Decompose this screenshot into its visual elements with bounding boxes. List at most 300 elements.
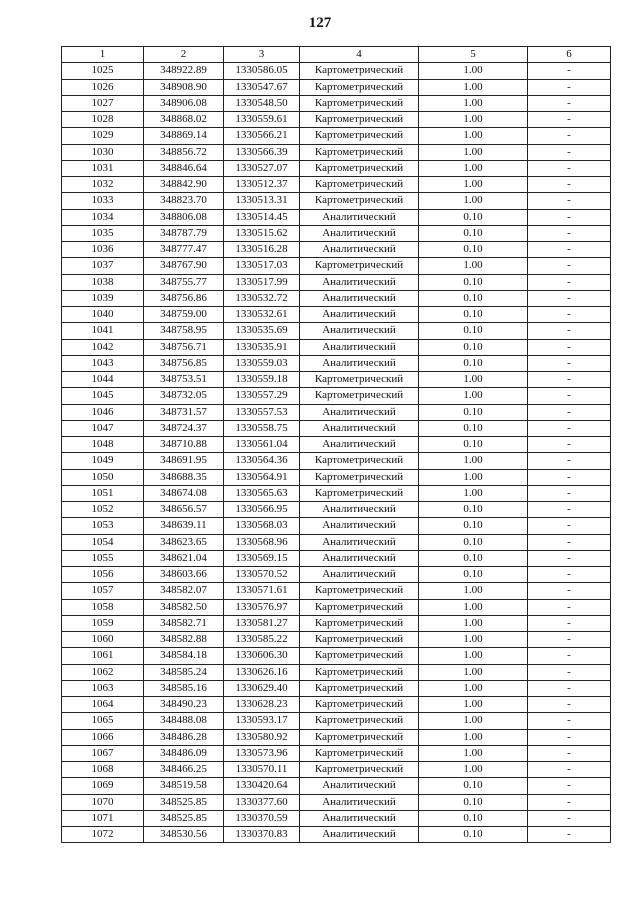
table-cell: Картометрический (300, 469, 419, 485)
table-cell: 1330564.36 (224, 453, 300, 469)
table-cell: 0.10 (419, 274, 528, 290)
table-cell: 0.10 (419, 567, 528, 583)
table-cell: - (528, 632, 611, 648)
table-row (62, 128, 611, 144)
table-row (62, 453, 611, 469)
table-cell: 0.10 (419, 518, 528, 534)
table-row (62, 193, 611, 209)
table-cell: 0.10 (419, 420, 528, 436)
table-cell: 1050 (62, 469, 144, 485)
table-cell: - (528, 615, 611, 631)
table-row (62, 355, 611, 371)
table-row (62, 112, 611, 128)
table-cell: 1.00 (419, 745, 528, 761)
table-cell: 1045 (62, 388, 144, 404)
table-cell: 348466.25 (144, 762, 224, 778)
table-cell: Картометрический (300, 713, 419, 729)
table-cell: Аналитический (300, 404, 419, 420)
table-cell: 1057 (62, 583, 144, 599)
table-cell: - (528, 225, 611, 241)
table-cell: Картометрический (300, 79, 419, 95)
table-cell: 1038 (62, 274, 144, 290)
column-header: 2 (144, 47, 224, 63)
table-cell: - (528, 63, 611, 79)
table-cell: Картометрический (300, 729, 419, 745)
table-cell: 348582.71 (144, 615, 224, 631)
table-cell: 1.00 (419, 193, 528, 209)
table-row (62, 648, 611, 664)
table-cell: Аналитический (300, 339, 419, 355)
table-cell: Аналитический (300, 274, 419, 290)
table-cell: 1037 (62, 258, 144, 274)
table-cell: 1330514.45 (224, 209, 300, 225)
table-cell: - (528, 502, 611, 518)
table-cell: 1330535.91 (224, 339, 300, 355)
table-cell: 1.00 (419, 372, 528, 388)
table-cell: 1.00 (419, 713, 528, 729)
table-cell: 348724.37 (144, 420, 224, 436)
table-cell: 348756.85 (144, 355, 224, 371)
table-row (62, 160, 611, 176)
table-cell: 1.00 (419, 729, 528, 745)
table-cell: 1055 (62, 550, 144, 566)
table-row (62, 502, 611, 518)
table-cell: 1051 (62, 485, 144, 501)
table-cell: 1069 (62, 778, 144, 794)
table-cell: Картометрический (300, 648, 419, 664)
table-cell: 1040 (62, 307, 144, 323)
table-cell: 1330626.16 (224, 664, 300, 680)
table-row (62, 827, 611, 843)
table-cell: 1072 (62, 827, 144, 843)
table-cell: 1330532.61 (224, 307, 300, 323)
table-cell: 1330558.75 (224, 420, 300, 436)
table-cell: Картометрический (300, 762, 419, 778)
table-cell: 1330377.60 (224, 794, 300, 810)
table-cell: 348585.16 (144, 680, 224, 696)
column-header: 1 (62, 47, 144, 63)
table-cell: Картометрический (300, 177, 419, 193)
table-cell: Картометрический (300, 664, 419, 680)
table-cell: 348525.85 (144, 794, 224, 810)
table-cell: - (528, 453, 611, 469)
table-row (62, 339, 611, 355)
table-cell: 1049 (62, 453, 144, 469)
table-row (62, 437, 611, 453)
table-cell: 1330532.72 (224, 290, 300, 306)
table-cell: Картометрический (300, 632, 419, 648)
table-cell: Картометрический (300, 615, 419, 631)
table-cell: 1.00 (419, 177, 528, 193)
table-cell: 0.10 (419, 550, 528, 566)
table-cell: 1.00 (419, 615, 528, 631)
table-row (62, 388, 611, 404)
table-cell: Картометрический (300, 160, 419, 176)
table-cell: Аналитический (300, 355, 419, 371)
table-cell: 1.00 (419, 697, 528, 713)
table-cell: 348623.65 (144, 534, 224, 550)
table-row (62, 745, 611, 761)
table-cell: Картометрический (300, 453, 419, 469)
table-row (62, 79, 611, 95)
table-row (62, 697, 611, 713)
table-row (62, 404, 611, 420)
table-cell: Картометрический (300, 583, 419, 599)
table-cell: 1330586.05 (224, 63, 300, 79)
table-cell: 348603.66 (144, 567, 224, 583)
table-cell: 1056 (62, 567, 144, 583)
table-cell: 1330568.96 (224, 534, 300, 550)
table-cell: 348908.90 (144, 79, 224, 95)
table-row (62, 778, 611, 794)
table-cell: 0.10 (419, 242, 528, 258)
table-cell: 348868.02 (144, 112, 224, 128)
page-number: 127 (308, 15, 332, 31)
table-cell: - (528, 745, 611, 761)
table-cell: - (528, 762, 611, 778)
table-cell: 1330512.37 (224, 177, 300, 193)
table-cell: 1047 (62, 420, 144, 436)
table-cell: - (528, 290, 611, 306)
table-cell: Аналитический (300, 778, 419, 794)
table-cell: 348525.85 (144, 810, 224, 826)
table-cell: 1.00 (419, 79, 528, 95)
table-cell: Картометрический (300, 258, 419, 274)
table-cell: 1330370.59 (224, 810, 300, 826)
table-cell: - (528, 404, 611, 420)
table-cell: - (528, 144, 611, 160)
table-cell: 348869.14 (144, 128, 224, 144)
table-cell: - (528, 355, 611, 371)
table-cell: - (528, 583, 611, 599)
table-row (62, 209, 611, 225)
table-row (62, 372, 611, 388)
table-cell: Аналитический (300, 534, 419, 550)
table-cell: 1330568.03 (224, 518, 300, 534)
table-cell: 1330566.21 (224, 128, 300, 144)
table-cell: 1039 (62, 290, 144, 306)
table-cell: Аналитический (300, 794, 419, 810)
table-cell: Аналитический (300, 518, 419, 534)
table-cell: 0.10 (419, 355, 528, 371)
table-cell: 1330566.39 (224, 144, 300, 160)
table-cell: - (528, 778, 611, 794)
table-cell: 1.00 (419, 680, 528, 696)
table-cell: 1042 (62, 339, 144, 355)
table-cell: 1029 (62, 128, 144, 144)
table-cell: - (528, 274, 611, 290)
table-row (62, 729, 611, 745)
table-cell: Картометрический (300, 697, 419, 713)
table-cell: Аналитический (300, 502, 419, 518)
column-header: 4 (300, 47, 419, 63)
table-cell: - (528, 697, 611, 713)
table-cell: 348674.08 (144, 485, 224, 501)
table-cell: 1330570.52 (224, 567, 300, 583)
table-cell: Аналитический (300, 437, 419, 453)
table-cell: Аналитический (300, 550, 419, 566)
table-cell: 348767.90 (144, 258, 224, 274)
table-cell: 1048 (62, 437, 144, 453)
table-cell: - (528, 599, 611, 615)
table-cell: 0.10 (419, 778, 528, 794)
table-cell: 1066 (62, 729, 144, 745)
table-cell: Картометрический (300, 63, 419, 79)
table-cell: - (528, 242, 611, 258)
table-cell: - (528, 112, 611, 128)
table-cell: 1330527.07 (224, 160, 300, 176)
table-cell: 1025 (62, 63, 144, 79)
table-cell: 1330370.83 (224, 827, 300, 843)
table-cell: Аналитический (300, 307, 419, 323)
table-row (62, 664, 611, 680)
table-cell: 1330515.62 (224, 225, 300, 241)
table-cell: Картометрический (300, 599, 419, 615)
table-body (62, 63, 611, 843)
table-cell: 348486.28 (144, 729, 224, 745)
table-cell: Аналитический (300, 810, 419, 826)
table-cell: - (528, 664, 611, 680)
table-cell: 0.10 (419, 290, 528, 306)
table-cell: 1028 (62, 112, 144, 128)
table-cell: 1.00 (419, 128, 528, 144)
table-cell: 1052 (62, 502, 144, 518)
table-cell: Аналитический (300, 225, 419, 241)
table-cell: Аналитический (300, 242, 419, 258)
table-cell: - (528, 437, 611, 453)
coordinates-table (61, 46, 611, 843)
table-cell: 348530.56 (144, 827, 224, 843)
table-cell: 1330628.23 (224, 697, 300, 713)
table-row (62, 567, 611, 583)
table-cell: - (528, 567, 611, 583)
table-cell: 348756.71 (144, 339, 224, 355)
table-row (62, 615, 611, 631)
table-cell: 1031 (62, 160, 144, 176)
table-cell: - (528, 323, 611, 339)
table-cell: - (528, 469, 611, 485)
table-cell: 1330566.95 (224, 502, 300, 518)
table-cell: - (528, 648, 611, 664)
table-cell: - (528, 258, 611, 274)
table-cell: 1.00 (419, 95, 528, 111)
table-cell: 348582.50 (144, 599, 224, 615)
table-cell: Аналитический (300, 420, 419, 436)
table-cell: - (528, 729, 611, 745)
table-cell: 1330559.18 (224, 372, 300, 388)
table-row (62, 680, 611, 696)
table-cell: 348787.79 (144, 225, 224, 241)
table-cell: 0.10 (419, 209, 528, 225)
table-cell: Картометрический (300, 745, 419, 761)
table-cell: 1330516.28 (224, 242, 300, 258)
table-cell: Картометрический (300, 680, 419, 696)
column-header: 6 (528, 47, 611, 63)
table-cell: 1330581.27 (224, 615, 300, 631)
table-cell: 1071 (62, 810, 144, 826)
table-cell: 1330420.64 (224, 778, 300, 794)
table-cell: 1.00 (419, 112, 528, 128)
table-row (62, 534, 611, 550)
table-cell: 1.00 (419, 762, 528, 778)
table-cell: 348756.86 (144, 290, 224, 306)
table-cell: 1033 (62, 193, 144, 209)
table-cell: 1330569.15 (224, 550, 300, 566)
table-cell: 1.00 (419, 599, 528, 615)
table-row (62, 63, 611, 79)
table-cell: - (528, 339, 611, 355)
table-cell: Аналитический (300, 209, 419, 225)
table-cell: 0.10 (419, 810, 528, 826)
table-cell: 1330517.99 (224, 274, 300, 290)
table-cell: 1041 (62, 323, 144, 339)
table-cell: 1330559.03 (224, 355, 300, 371)
table-cell: 1330564.91 (224, 469, 300, 485)
table-cell: 1330513.31 (224, 193, 300, 209)
table-cell: 1.00 (419, 632, 528, 648)
table-cell: 1330559.61 (224, 112, 300, 128)
table-cell: 348486.09 (144, 745, 224, 761)
table-row (62, 469, 611, 485)
table-cell: 0.10 (419, 225, 528, 241)
table-cell: 348710.88 (144, 437, 224, 453)
table-cell: - (528, 713, 611, 729)
table-cell: 1.00 (419, 388, 528, 404)
table-row (62, 258, 611, 274)
table-cell: 348753.51 (144, 372, 224, 388)
table-cell: 1330561.04 (224, 437, 300, 453)
table-cell: Аналитический (300, 290, 419, 306)
table-cell: 1.00 (419, 63, 528, 79)
table-cell: 1.00 (419, 648, 528, 664)
table-cell: 1330580.92 (224, 729, 300, 745)
table-cell: 1330570.11 (224, 762, 300, 778)
table-cell: 348856.72 (144, 144, 224, 160)
table-row (62, 810, 611, 826)
table-cell: - (528, 810, 611, 826)
table-cell: 0.10 (419, 827, 528, 843)
table-cell: 348842.90 (144, 177, 224, 193)
table-cell: 348639.11 (144, 518, 224, 534)
table-cell: - (528, 177, 611, 193)
table-cell: 1330571.61 (224, 583, 300, 599)
column-header: 5 (419, 47, 528, 63)
table-cell: 1054 (62, 534, 144, 550)
table-row (62, 420, 611, 436)
table-cell: - (528, 160, 611, 176)
table-row (62, 323, 611, 339)
table-row (62, 550, 611, 566)
column-header: 3 (224, 47, 300, 63)
table-row (62, 599, 611, 615)
table-cell: - (528, 420, 611, 436)
table-cell: 0.10 (419, 437, 528, 453)
table-cell: - (528, 79, 611, 95)
table-cell: 1330557.29 (224, 388, 300, 404)
table-cell: 348488.08 (144, 713, 224, 729)
table-cell: 0.10 (419, 534, 528, 550)
table-cell: 1027 (62, 95, 144, 111)
table-cell: 1330517.03 (224, 258, 300, 274)
table-cell: 348691.95 (144, 453, 224, 469)
table-cell: 1330535.69 (224, 323, 300, 339)
table-cell: 1.00 (419, 258, 528, 274)
table-cell: 1064 (62, 697, 144, 713)
table-cell: Аналитический (300, 323, 419, 339)
table-cell: 1.00 (419, 144, 528, 160)
table-cell: 348823.70 (144, 193, 224, 209)
table-cell: 348732.05 (144, 388, 224, 404)
table-cell: 1330585.22 (224, 632, 300, 648)
table-cell: - (528, 95, 611, 111)
table-cell: 1330576.97 (224, 599, 300, 615)
table-cell: 348759.00 (144, 307, 224, 323)
table-cell: 1.00 (419, 160, 528, 176)
table-cell: 1026 (62, 79, 144, 95)
table-cell: 1035 (62, 225, 144, 241)
table-cell: 348758.95 (144, 323, 224, 339)
table-cell: 1059 (62, 615, 144, 631)
table-cell: 0.10 (419, 794, 528, 810)
table-cell: - (528, 388, 611, 404)
table-cell: 1330547.67 (224, 79, 300, 95)
table-cell: 1070 (62, 794, 144, 810)
table-cell: 1330557.53 (224, 404, 300, 420)
table-cell: 1330629.40 (224, 680, 300, 696)
table-cell: 1034 (62, 209, 144, 225)
table-cell: 348585.24 (144, 664, 224, 680)
table-cell: Картометрический (300, 95, 419, 111)
table-row (62, 485, 611, 501)
table-cell: 1044 (62, 372, 144, 388)
table-cell: 348656.57 (144, 502, 224, 518)
table-cell: 1063 (62, 680, 144, 696)
table-cell: 348846.64 (144, 160, 224, 176)
table-cell: 1330548.50 (224, 95, 300, 111)
table-cell: 1.00 (419, 485, 528, 501)
table-row (62, 518, 611, 534)
table-cell: - (528, 209, 611, 225)
table-cell: Картометрический (300, 193, 419, 209)
table-cell: 1061 (62, 648, 144, 664)
table-cell: 1068 (62, 762, 144, 778)
table-cell: Картометрический (300, 128, 419, 144)
table-cell: 0.10 (419, 404, 528, 420)
table-cell: 0.10 (419, 307, 528, 323)
table-cell: 1330593.17 (224, 713, 300, 729)
table-row (62, 290, 611, 306)
table-row (62, 177, 611, 193)
table-cell: - (528, 518, 611, 534)
table-cell: 348582.07 (144, 583, 224, 599)
table-row (62, 713, 611, 729)
table-cell: Картометрический (300, 144, 419, 160)
table-cell: 1067 (62, 745, 144, 761)
table-cell: 1.00 (419, 664, 528, 680)
table-cell: 348519.58 (144, 778, 224, 794)
table-cell: 0.10 (419, 339, 528, 355)
table-cell: - (528, 307, 611, 323)
table-cell: Аналитический (300, 827, 419, 843)
table-row (62, 632, 611, 648)
table-row (62, 225, 611, 241)
table-cell: 1036 (62, 242, 144, 258)
table-header-row (62, 47, 611, 63)
table-cell: - (528, 193, 611, 209)
table-row (62, 307, 611, 323)
table-cell: 1330573.96 (224, 745, 300, 761)
table-row (62, 242, 611, 258)
